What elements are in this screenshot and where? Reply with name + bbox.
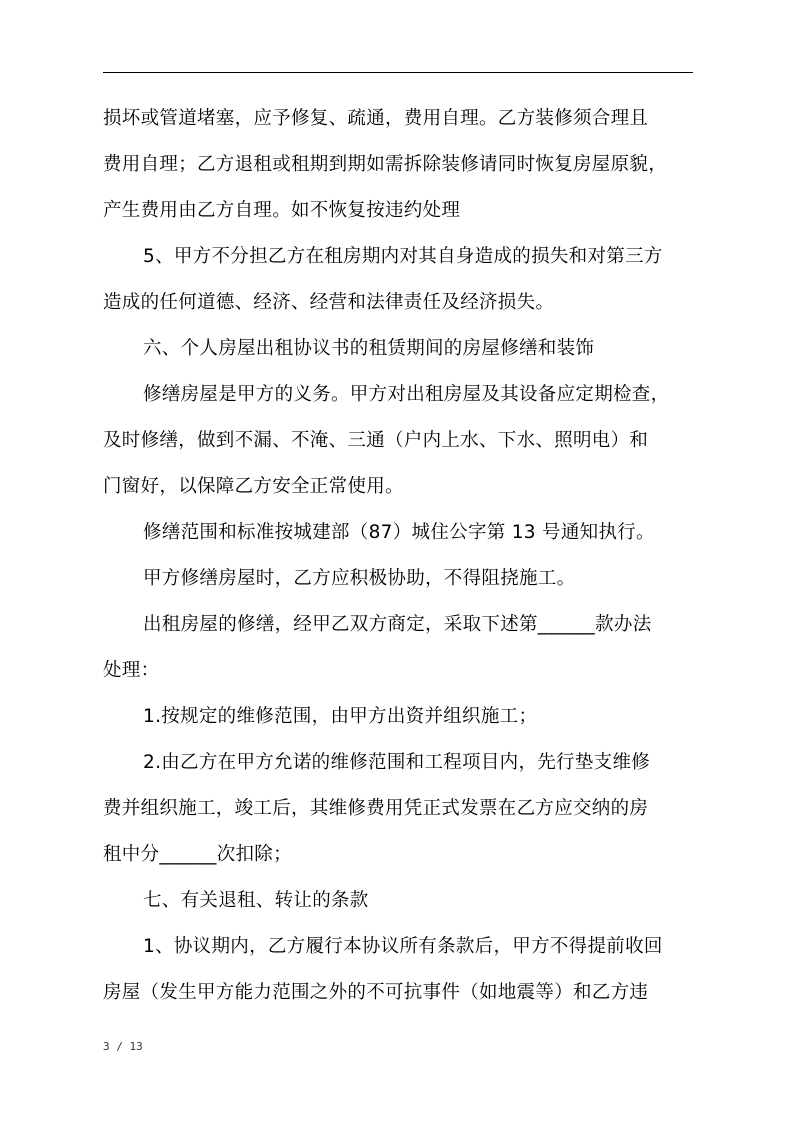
text-line: 房屋（发生甲方能力范围之外的不可抗事件（如地震等）和乙方违 xyxy=(103,982,649,1003)
text-line: 及时修缮，做到不漏、不淹、三通（户内上水、下水、照明电）和 xyxy=(103,430,649,451)
text-line: 出租房屋的修缮，经甲乙双方商定，采取下述第______款办法 xyxy=(143,614,652,635)
text-line: 5、甲方不分担乙方在租房期内对其自身造成的损失和对第三方 xyxy=(143,246,663,267)
text-line: 造成的任何道德、经济、经营和法律责任及经济损失。 xyxy=(103,292,555,313)
text-line: 损坏或管道堵塞，应予修复、疏通，费用自理。乙方装修须合理且 xyxy=(103,108,649,129)
text-line: 2.由乙方在甲方允诺的维修范围和工程项目内，先行垫支维修 xyxy=(143,752,651,773)
text-line: 1、协议期内，乙方履行本协议所有条款后，甲方不得提前收回 xyxy=(143,936,663,957)
text-line: 修缮范围和标准按城建部（87）城住公字第 13 号通知执行。 xyxy=(143,522,655,543)
text-line: 门窗好，以保障乙方安全正常使用。 xyxy=(103,476,404,497)
document-body xyxy=(103,96,703,1016)
text-line: 1.按规定的维修范围，由甲方出资并组织施工； xyxy=(143,706,538,727)
section-heading: 六、个人房屋出租协议书的租赁期间的房屋修缮和装饰 xyxy=(143,338,595,359)
text-line: 修缮房屋是甲方的义务。甲方对出租房屋及其设备应定期检查， xyxy=(143,384,670,405)
section-heading: 七、有关退租、转让的条款 xyxy=(143,890,369,911)
text-line: 产生费用由乙方自理。如不恢复按违约处理 xyxy=(103,200,461,221)
header-rule xyxy=(103,72,693,73)
text-line: 费用自理；乙方退租或租期到期如需拆除装修请同时恢复房屋原貌， xyxy=(103,154,668,175)
text-line: 费并组织施工，竣工后，其维修费用凭正式发票在乙方应交纳的房 xyxy=(103,798,649,819)
text-line: 处理： xyxy=(103,660,160,681)
text-line: 租中分______次扣除； xyxy=(103,844,292,865)
page-number: 3 / 13 xyxy=(103,1040,143,1053)
text-line: 甲方修缮房屋时，乙方应积极协助，不得阻挠施工。 xyxy=(143,568,576,589)
